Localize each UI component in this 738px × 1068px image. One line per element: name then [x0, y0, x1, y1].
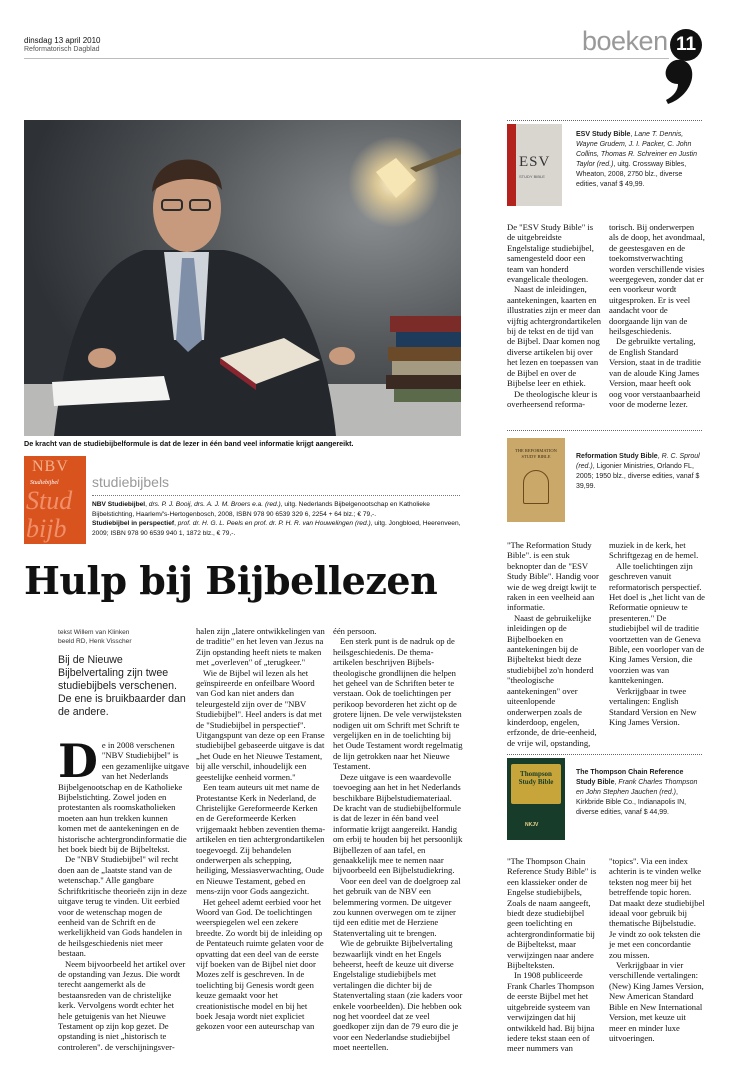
- esv-column-1: [507, 222, 602, 409]
- studiebijbels-item-authors: prof. dr. H. G. L. Peels en prof. dr. P. H. R. van Houwelingen (red.): [177, 520, 371, 528]
- reformation-info: Reformation Study Bible, R. C. Sproul (red.), Ligonier Ministries, Orlando FL, 2005; 1950 blz., diverse edities, vanaf $ 39,99.: [576, 453, 700, 490]
- nbv-cover-word: NBV: [32, 458, 69, 475]
- studiebijbels-rule: [92, 495, 460, 496]
- reformation-paragraph: Verkrijgbaar in twee vertalingen: English Standard Version en New King James Version.: [609, 685, 697, 727]
- article-paragraph: halen zijn „latere ontwikkelingen van de traditie" en het leven van Jezus na Zijn opstanding heeft niets te maken met „overleven" of „terugkeer.": [196, 626, 325, 668]
- studiebijbels-item: NBV Studiebijbel, drs. P. J. Booij, drs. A. J. M. Broers e.a. (red.), uitg. Nederlands Bijbelgenootschap en Katholieke Bijbelstichting, Haarlem/'s-Hertogenbosch, 2008, ISBN 978 90 6539 329 6, 2254 + 64 blz.; € 79,-.: [92, 501, 430, 518]
- article-paragraph: Het geheel ademt eerbied voor het Woord van God. De toelichtingen weerspiegelen wel een zekere breedte. Zo wordt bij de inleiding op de Pentateuch ruimte gelaten voor de opvatting dat een deel van de eerste vijf boeken van de Bijbel niet door Mozes zelf is geschreven. In de toelichting bij Genesis wordt geen keuze gemaakt voor het creationistische model en bij het boek Jesaja wordt niet expliciet gekozen voor een auteurschap van: [196, 896, 324, 1032]
- article-column-2: [196, 626, 326, 1032]
- article-paragraph: één persoon.: [333, 626, 377, 636]
- thompson-info-authors: Frank Charles Thompson en John Stephen Jauchen (red.): [576, 779, 698, 796]
- esv-rule: [507, 120, 702, 121]
- studiebijbels-item-title: NBV Studiebijbel: [92, 501, 146, 508]
- studiebijbels-item-authors: drs. P. J. Booij, drs. A. J. M. Broers e.a. (red.): [148, 501, 281, 508]
- thompson-column-1: [507, 856, 602, 1054]
- article-paragraph: Neem bijvoorbeeld het artikel over de opstanding van Jezus. Die wordt terecht aangemerkt als de bestaansreden van de christelijke kerk. Vervolgens wordt echter het hele getuigenis van het Nieuwe Testament op zijn kop gezet. De opstanding is niet „historisch te controleren". de verschijningsver-: [58, 958, 186, 1052]
- esv-column-2: [609, 222, 705, 409]
- reformation-info-authors: R. C. Sproul (red.): [576, 453, 700, 470]
- article-paragraph: De "NBV Studiebijbel" wil recht doen aan de „laatste stand van de wetenschap." Alle gangbare Schriftkritische theorieën zijn in deze uitgave terug te vinden. Uit eerbied voor de wetenschap mogen de eenheid van de Schrift en de werkelijkheid van Gods handelen in de heilsgeschiedenis niet meer bestaan.: [58, 854, 187, 959]
- studiebijbels-item-rest: , uitg. Jongbloed, Heerenveen, 2009; ISBN 978 90 6539 940 1, 1872 blz., € 79,-.: [92, 520, 461, 537]
- article-photo: [24, 120, 461, 436]
- article-headline: Hulp bij Bijbellezen: [24, 558, 438, 603]
- thompson-paragraph: "The Thompson Chain Reference Study Bible" is een klassieker onder de Engelse studiebijbels, Zoals de naam aangeeft, biedt deze studiebijbel geen toelichting en achtergrondinformatie bij de Bijbeltekst, maar verwijzingen naar andere Bijbelteksten.: [507, 856, 597, 971]
- article-paragraph: Wie de gebruikte Bijbelvertaling bezwaarlijk vindt en het Engels beheerst, heeft de keuze uit diverse Engelstalige studiebijbels met vertalingen die dichter bij de Statenvertaling staan (zie kaders voor enkele voorbeelden). Die hebben ook nog het voordeel dat ze veel goedkoper zijn dan de 79 euro die je voor een Nederlandse studiebijbel moet neertellen.: [333, 938, 463, 1053]
- esv-info-title: ESV Study Bible: [576, 131, 631, 138]
- article-paragraph: Een sterk punt is de nadruk op de heilsgeschiedenis. De thema-artikelen beschrijven Bijbels-theologische grondlijnen die helpen het geheel van de Schriften beter te verstaan. Ook de toelichtingen per perikoop bevorderen het zicht op de grotere lijnen. De vele verwijsteksten nodigen uit om Schrift met Schrift te vergelijken en in de toelichting bij het Oude Testament wordt regelmatig de lijn getrokken naar het Nieuwe Testament.: [333, 636, 463, 772]
- studiebijbels-list: [92, 500, 462, 538]
- esv-info-rest: , uitg. Crossway Bibles, Wheaton, 2008, 2750 blz., diverse edities, vanaf $ 49,99.: [576, 161, 687, 188]
- article-paragraph: Wie de Bijbel wil lezen als het geïnspireerde en onfeilbare Woord van God kan niet anders dan teleurgesteld zijn over de "NBV Studiebijbel". Heel anders is dat met de "Studiebijbel in perspectief". Uitgangspunt van deze op een Franse studiebijbel gebaseerde uitgave is dat „het Oude en het Nieuwe Testament, bij alle verschil, inhoudelijk een geestelijke eenheid vormen.": [196, 667, 325, 782]
- nbv-cover-big-word: bijb: [26, 514, 67, 543]
- thompson-info: The Thompson Chain Reference Study Bible, Frank Charles Thompson en John Stephen Jauchen (red.), Kirkbride Bible Co., Indianapolis IN, diverse edities, vanaf $ 44,99.: [576, 769, 698, 816]
- esv-paragraph: torisch. Bij onderwerpen als de doop, het avondmaal, de geestesgaven en de toekomstverwachting worden verschillende visies weergegeven, zonder dat er een voorkeur wordt uitgesproken. Er is veel aandacht voor de doorgaande lijn van de heilsgeschiedenis.: [609, 222, 705, 337]
- section-title: boeken: [582, 26, 668, 56]
- reformation-cover-title: THE REFORMATION STUDY BIBLE: [515, 448, 557, 459]
- article-column-1: [58, 734, 190, 1052]
- thompson-paragraph: "topics". Via een index achterin is te vinden welke teksten nog meer bij het betreffende topic horen. Dat maakt deze studiebijbel ideaal voor gebruik bij thematische Bijbelstudie. Je vindt zo ook teksten die je met een concordantie zou missen.: [609, 856, 705, 960]
- byline-author: tekst Willem van Klinken: [58, 629, 130, 636]
- reformation-paragraph: "The Reformation Study Bible". is een stuk beknopter dan de "ESV Study Bible". Handig voor wie de weg dreigt kwijt te raken in een veelheid aan informatie.: [507, 540, 599, 613]
- esv-paragraph: De "ESV Study Bible" is de uitgebreidste Engelstalige studiebijbel, samengesteld door een team van honderd evangelicale theologen.: [507, 222, 594, 285]
- esv-paragraph: De theologische kleur is overheersend reforma-: [507, 388, 598, 409]
- esv-info-authors: Lane T. Dennis, Wayne Grudem, J. I. Packer, C. John Collins, Thomas R. Schreiner en Justin Taylor (red.): [576, 131, 697, 168]
- esv-info: ESV Study Bible, Lane T. Dennis, Wayne Grudem, J. I. Packer, C. John Collins, Thomas R. Schreiner en Justin Taylor (red.), uitg. Crossway Bibles, Wheaton, 2008, 2750 blz., diverse edities, vanaf $ 49,99.: [576, 131, 697, 188]
- reformation-info-title: Reformation Study Bible: [576, 453, 658, 460]
- esv-paragraph: De gebruikte vertaling, de English Standard Version, staat in de traditie van de aloude King James Version, maar heeft ook oog voor verstaanbaarheid voor de moderne lezer.: [609, 336, 701, 409]
- thompson-info-title: The Thompson Chain Reference Study Bible: [576, 769, 684, 786]
- esv-cover: [507, 124, 562, 206]
- article-column-3: [333, 626, 463, 1053]
- reformation-cover: [507, 438, 565, 522]
- reformation-rule: [507, 430, 702, 431]
- header-date: dinsdag 13 april 2010: [24, 36, 101, 45]
- page-number-badge: 11: [670, 29, 702, 61]
- studiebijbels-item: Studiebijbel in perspectief, prof. dr. H. G. L. Peels en prof. dr. P. H. R. van Houwelingen (red.), uitg. Jongbloed, Heerenveen, 2009; ISBN 978 90 6539 940 1, 1872 blz., € 79,-.: [92, 520, 461, 537]
- article-byline: [58, 628, 132, 646]
- studiebijbels-item-rest: , uitg. Nederlands Bijbelgenootschap en Katholieke Bijbelstichting, Haarlem/'s-Hertogenbosch, 2008, ISBN 978 90 6539 329 6, 2254 + 64 blz.; € 79,-.: [92, 501, 430, 518]
- esv-cover-subtitle: STUDY BIBLE: [519, 174, 545, 179]
- article-paragraph: e in 2008 verschenen "NBV Studiebijbel" is een gezamenlijke uitgave van het Nederlands Bijbelgenootschap en de Katholieke Bijbelstichting. Zowel joden en protestanten als roomskatholieken moeten aan hun trekken kunnen komen met de aantekeningen en de historische achtergrondinformatie die het boek biedt bij de Bijbeltekst.: [58, 740, 190, 855]
- reformation-column-1: [507, 540, 602, 748]
- article-paragraph: Voor een deel van de doelgroep zal het gebruik van de NBV een belemmering vormen. De uitgever zou kunnen overwegen om te zijner tijd een editie met de Herziene Statenvertaling uit te brengen.: [333, 875, 461, 938]
- nbv-cover-subtitle: Studiebijbel: [30, 480, 59, 486]
- thompson-rule: [507, 754, 702, 755]
- esv-paragraph: Naast de inleidingen, aantekeningen, kaarten en illustraties zijn er meer dan vijftig achtergrondartikelen bij de tekst en de tijd van de Bijbel. Daar komen nog diverse artikelen bij over het lezen en toepassen van de Bijbel en over de Bijbelse leer en ethiek.: [507, 284, 602, 389]
- thompson-paragraph: In 1908 publiceerde Frank Charles Thompson de eerste Bijbel met het uitgebreide systeem van verwijzingen dat hij ontwikkeld had. Bij bijna iedere tekst staan een of meer nummers van: [507, 970, 595, 1054]
- reformation-info-rest: , Ligonier Ministries, Orlando FL, 2005; 1950 blz., diverse edities, vanaf $ 39,99.: [576, 463, 700, 490]
- header-paper-name: Reformatorisch Dagblad: [24, 46, 100, 53]
- studiebijbels-title: studiebijbels: [92, 474, 170, 490]
- thompson-info-rest: , Kirkbride Bible Co., Indianapolis IN, diverse edities, vanaf $ 44,99.: [576, 789, 687, 816]
- reformation-paragraph: Naast de gebruikelijke inleidingen op de Bijbelboeken en aantekeningen bij de Bijbeltekst biedt deze studiebijbel zo'n honderd "theologische aantekeningen" over uiteenlopende onderwerpen zoals de kinderdoop, engelen, erfzonde, de drie-eenheid, de vrije wil, opstanding,: [507, 612, 597, 748]
- reformation-paragraph: Alle toelichtingen zijn geschreven vanuit reformatorisch perspectief. Het doel is „het licht van de Reformatie opnieuw te presenteren." De studiebijbel wil de traditie voortzetten van de Geneva Bible, een voorloper van de King James Version, die voorzien was van kanttekeningen.: [609, 560, 705, 686]
- esv-cover-title: ESV: [519, 154, 551, 170]
- nbv-cover: [24, 456, 86, 544]
- header-rule: [24, 58, 669, 59]
- byline-photographer: beeld RD, Henk Visscher: [58, 638, 132, 645]
- reformation-column-2: [609, 540, 705, 727]
- reformation-paragraph: muziek in de kerk, het Schriftgezag en de hemel.: [609, 540, 699, 561]
- nbv-cover-big-word: Stud: [26, 486, 73, 515]
- article-lead: Bij de Nieuwe Bijbelvertaling zijn twee studiebijbels verschenen. De ene is bruikbaarder dan de andere.: [58, 654, 186, 718]
- article-paragraph: Een team auteurs uit met name de Protestantse Kerk in Nederland, de Christelijke Gereformeerde Kerken en de Gereformeerde Kerken vrijgemaakt hebben zeventien thema-artikelen en tien achtergrondartikelen toegevoegd. Zij behandelen onderwerpen als schepping, heiliging, Messiasverwachting, Oude en Nieuwe Testament, gebed en mens-zijn voor Gods aangezicht.: [196, 782, 326, 897]
- studiebijbels-item-title: Studiebijbel in perspectief: [92, 520, 175, 528]
- photo-caption: De kracht van de studiebijbelformule is dat de lezer in één band veel informatie krijgt aangereikt.: [24, 439, 354, 448]
- thompson-column-2: [609, 856, 705, 1043]
- comma-logo-icon: [662, 58, 698, 106]
- article-dropcap: D: [58, 734, 98, 788]
- thompson-paragraph: Verkrijgbaar in vier verschillende vertalingen: (New) King James Version, New American Standard Bible en New International Version, met keuze uit meer en minder luxe uitvoeringen.: [609, 960, 704, 1043]
- thompson-cover-title: Thompson Study Bible: [518, 770, 554, 786]
- thompson-cover: [507, 758, 565, 840]
- thompson-cover-badge: NKJV: [525, 822, 539, 828]
- article-paragraph: Deze uitgave is een waardevolle toevoeging aan het in het Nederlands beschikbare Bijbelstudiemateriaal. De kracht van de studiebijbelformule is dat de lezer in één band veel informatie krijgt aangereikt. Handig om erbij te houden bij het persoonlijk Bijbellezen of aan tafel, en genaakkelijk mee te nemen naar bijvoorbeeld een Bijbelstudiekring.: [333, 771, 463, 876]
